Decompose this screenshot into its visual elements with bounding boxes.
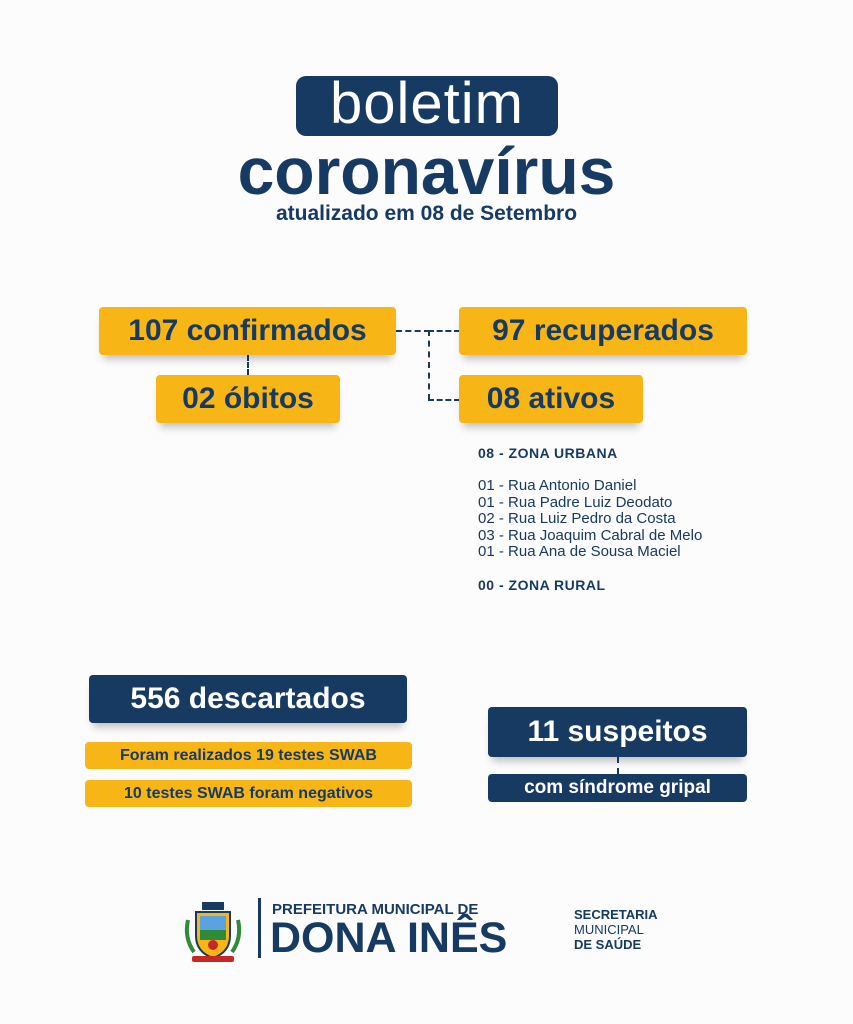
secretaria-block xyxy=(574,907,658,952)
connector-confirmed-right xyxy=(396,330,430,332)
municipal-crest-icon xyxy=(180,898,246,964)
recovered-box: 97 recuperados xyxy=(459,307,747,355)
page-title: coronavírus xyxy=(237,134,616,208)
secretaria-line3: DE SAÚDE xyxy=(574,937,642,952)
flu-syndrome-note: com síndrome gripal xyxy=(488,774,747,802)
list-item: 03 - Rua Joaquim Cabral de Melo xyxy=(478,526,703,544)
update-date: atualizado em 08 de Setembro xyxy=(275,202,578,225)
urban-zone-header: 08 - ZONA URBANA xyxy=(478,445,618,461)
connector-suspects xyxy=(617,757,619,774)
confirmed-box: 107 confirmados xyxy=(99,307,396,355)
swab-negative-note: 10 testes SWAB foram negativos xyxy=(85,780,412,807)
rural-zone-header: 00 - ZONA RURAL xyxy=(478,577,606,593)
secretaria-line2: MUNICIPAL xyxy=(574,922,644,937)
deaths-box: 02 óbitos xyxy=(156,375,340,423)
secretaria-line1: SECRETARIA xyxy=(574,907,658,922)
list-item: 02 - Rua Luiz Pedro da Costa xyxy=(478,510,676,527)
connector-confirmed-deaths xyxy=(247,355,249,375)
swab-tests-note: Foram realizados 19 testes SWAB xyxy=(85,742,412,769)
street-list xyxy=(478,478,778,561)
footer-divider xyxy=(258,898,261,958)
list-item: 01 - Rua Ana de Sousa Maciel xyxy=(478,543,681,560)
list-item: 01 - Rua Padre Luiz Deodato xyxy=(478,493,673,511)
active-box: 08 ativos xyxy=(459,375,643,423)
prefeitura-line1: PREFEITURA MUNICIPAL DE xyxy=(272,901,479,918)
list-item: 01 - Rua Antonio Daniel xyxy=(478,477,637,494)
connector-vertical xyxy=(428,330,430,400)
connector-to-active xyxy=(428,399,460,401)
boletim-label: boletim xyxy=(330,71,524,136)
prefeitura-name: DONA INÊS xyxy=(270,914,508,962)
connector-to-recovered xyxy=(428,330,460,332)
boletim-badge xyxy=(296,71,558,136)
suspects-box: 11 suspeitos xyxy=(488,707,747,757)
discarded-box: 556 descartados xyxy=(89,675,407,723)
